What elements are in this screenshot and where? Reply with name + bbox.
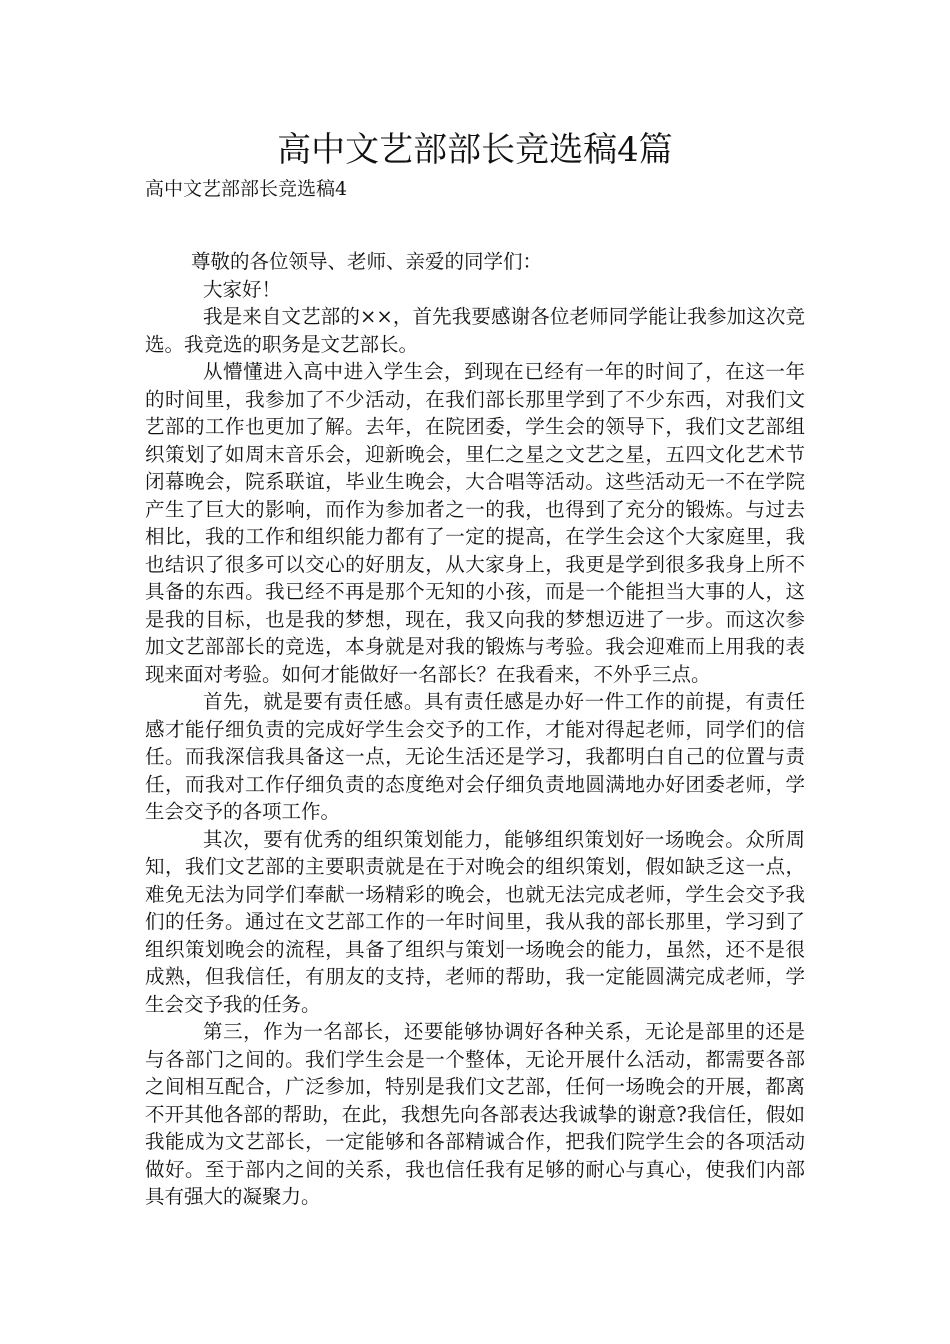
- paragraph-experience: 从懵懂进入高中进入学生会，到现在已经有一年的时间了，在这一年的时间里，我参加了不少活动，在我们部长那里学到了不少东西，对我们文艺部的工作也更加了解。去年，在院团委，学生会的领导下，我们文艺部组织策划了如周末音乐会，迎新晚会，里仁之星之文艺之星，五四文化艺术节闭幕晚会，院系联谊，毕业生晚会，大合唱等活动。这些活动无一不在学院产生了巨大的影响，而作为参加者之一的我，也得到了充分的锻炼。与过去相比，我的工作和组织能力都有了一定的提高，在学生会这个大家庭里，我也结识了很多可以交心的好朋友，从大家身上，我更是学到很多我身上所不具备的东西。我已经不再是那个无知的小孩，而是一个能担当大事的人，这是我的目标，也是我的梦想，现在，我又向我的梦想迈进了一步。而这次参加文艺部部长的竞选，本身就是对我的锻炼与考验。我会迎难而上用我的表现来面对考验。如何才能做好一名部长？在我看来，不外乎三点。: [145, 360, 805, 686]
- document-subtitle: 高中文艺部部长竞选稿4: [145, 178, 348, 200]
- document-title: 高中文艺部部长竞选稿4篇: [277, 130, 673, 170]
- paragraph-intro: 我是来自文艺部的××，首先我要感谢各位老师同学能让我参加这次竞选。我竞选的职务是文艺部长。: [145, 305, 805, 356]
- document-body: [145, 248, 805, 1211]
- paragraph-organization: 其次，要有优秀的组织策划能力，能够组织策划好一场晚会。众所周知，我们文艺部的主要职责就是在于对晚会的组织策划，假如缺乏这一点，难免无法为同学们奉献一场精彩的晚会，也就无法完成老师，学生会交予我们的任务。通过在文艺部工作的一年时间里，我从我的部长那里，学习到了组织策划晚会的流程，具备了组织与策划一场晚会的能力，虽然，还不是很成熟，但我信任，有朋友的支持，老师的帮助，我一定能圆满完成老师，学生会交予我的任务。: [145, 827, 805, 1016]
- paragraph-coordination: 第三，作为一名部长，还要能够协调好各种关系，无论是部里的还是与各部门之间的。我们学生会是一个整体，无论开展什么活动，都需要各部之间相互配合，广泛参加，特别是我们文艺部，任何一场晚会的开展，都离不开其他各部的帮助，在此，我想先向各部表达我诚挚的谢意?我信任，假如我能成为文艺部长，一定能够和各部精诚合作，把我们院学生会的各项活动做好。至于部内之间的关系，我也信任我有足够的耐心与真心，使我们内部具有强大的凝聚力。: [145, 1020, 805, 1208]
- salutation-line: 尊敬的各位领导、老师、亲爱的同学们：: [191, 250, 543, 273]
- paragraph-responsibility: 首先，就是要有责任感。具有责任感是办好一件工作的前提，有责任感才能仔细负责的完成好学生会交予的工作，才能对得起老师，同学们的信任。而我深信我具备这一点，无论生活还是学习，我都明白自己的位置与责任，而我对工作仔细负责的态度绝对会仔细负责地圆满地办好团委老师，学生会交予的各项工作。: [145, 690, 805, 823]
- greeting-line: 大家好！: [203, 277, 282, 301]
